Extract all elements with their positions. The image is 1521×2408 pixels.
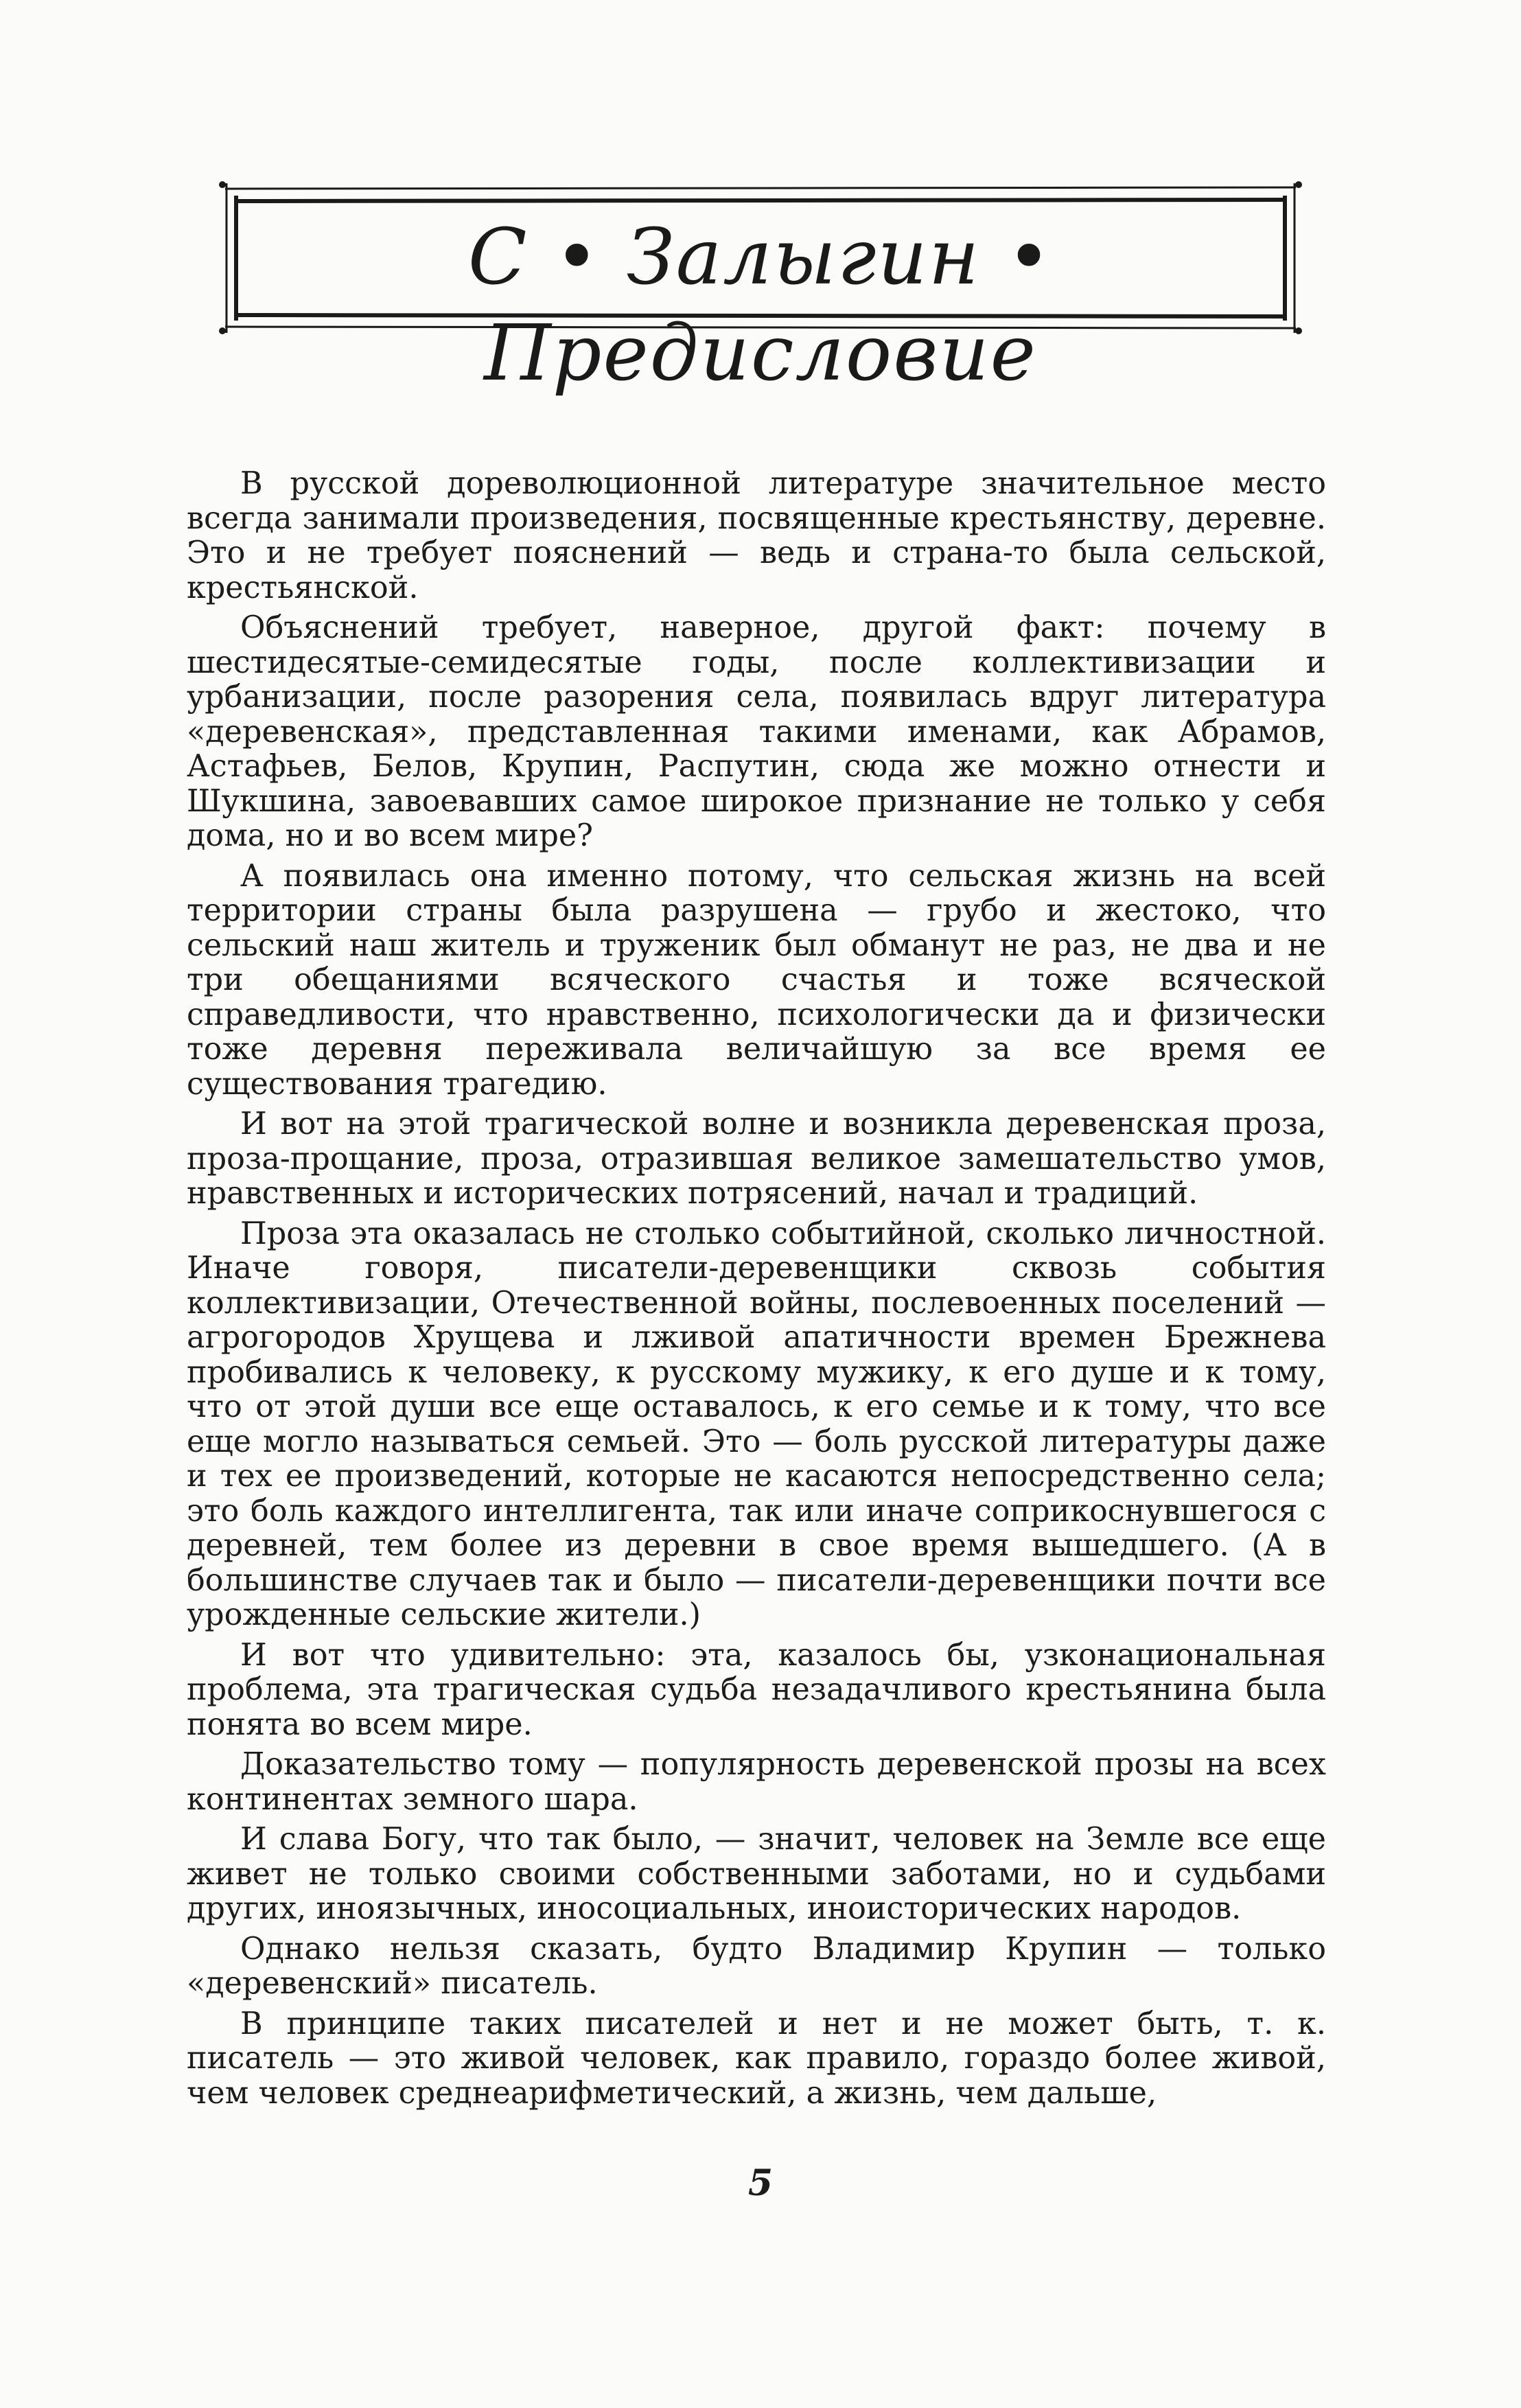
page-number: 5 (747, 2162, 774, 2204)
paragraph: В принципе таких писателей и нет и не может быть, т. к. писатель — это живой человек, как правило, гораздо более живой, чем человек среднеарифметический, а жизнь, чем дальше, (187, 2006, 1326, 2111)
paragraph: Однако нельзя сказать, будто Владимир Крупин — только «деревенский» писатель. (187, 1931, 1326, 2001)
paragraph: И вот на этой трагической волне и возникла деревенская проза, проза-прощание, проза, отразившая великое замешательство умов, нравственных и исторических потрясений, начал и традиций. (187, 1107, 1326, 1211)
paragraph: Доказательство тому — популярность деревенской прозы на всех континентах земного шара. (187, 1747, 1326, 1817)
paragraph: И слава Богу, что так было, — значит, человек на Земле все еще живет не только своими собственными заботами, но и судьбами других, иноязычных, иносоциальных, иноисторических народов. (187, 1822, 1326, 1926)
paragraph: Объяснений требует, наверное, другой факт: почему в шестидесятые-семидесятые годы, после коллективизации и урбанизации, после разорения села, появилась вдруг литература «деревенская», представленная такими именами, как Абрамов, Астафьев, Белов, Крупин, Распутин, сюда же можно отнести и Шукшина, завоевавших самое широкое признание не только у себя дома, но и во всем мире? (187, 610, 1326, 853)
body-text (187, 467, 1326, 2116)
chapter-header-frame (218, 181, 1303, 398)
paragraph: А появилась она именно потому, что сельская жизнь на всей территории страны была разрушена — грубо и жестоко, что сельский наш житель и труженик был обманут не раз, не два и не три обещаниями всяческого счастья и тоже всяческой справедливости, что нравственно, психологически да и физически тоже деревня переживала величайшую за все время ее существования трагедию. (187, 858, 1326, 1102)
chapter-title: С • Залыгин • Предисловие (467, 213, 1054, 398)
paragraph: И вот что удивительно: эта, казалось бы, узконациональная проблема, эта трагическая судьба незадачливого крестьянина была понята во всем мире. (187, 1637, 1326, 1742)
paragraph: Проза эта оказалась не столько событийной, сколько личностной. Иначе говоря, писатели-деревенщики сквозь события коллективизации, Отечественной войны, послевоенных поселений — агрогородов Хрущева и лживой апатичности времен Брежнева пробивались к человеку, к русскому мужику, к его душе и к тому, что от этой души все еще оставалось, к его семье и к тому, что все еще могло называться семьей. Это — боль русской литературы даже и тех ее произведений, которые не касаются непосредственно села; это боль каждого интеллигента, так или иначе соприкоснувшегося с деревней, тем более из деревни в свое время вышедшего. (А в большинстве случаев так и было — писатели-деревенщики почти все урожденные сельские жители.) (187, 1216, 1326, 1632)
paragraph: В русской дореволюционной литературе значительное место всегда занимали произведения, посвященные крестьянству, деревне. Это и не требует пояснений — ведь и страна-то была сельской, крестьянской. (187, 466, 1326, 605)
